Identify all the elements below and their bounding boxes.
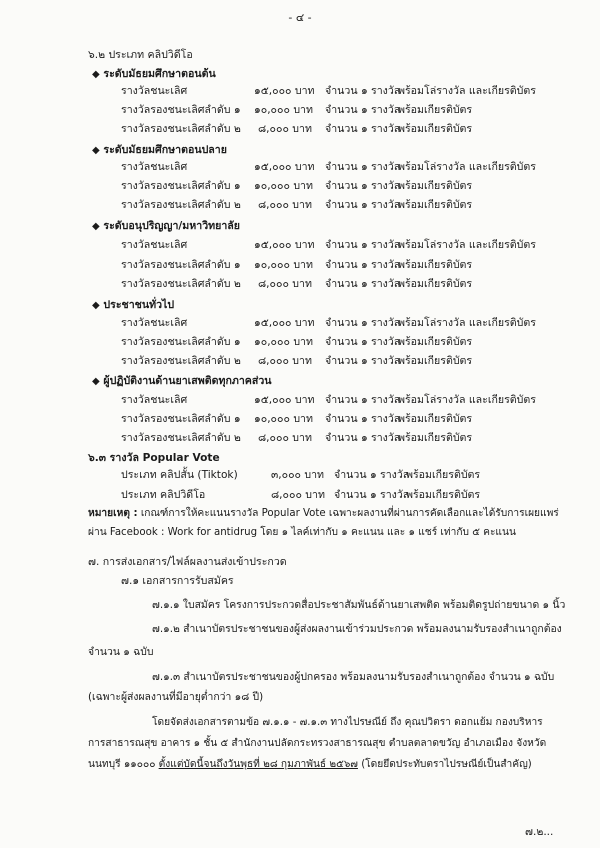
prize-name: รางวัลชนะเลิศ — [121, 161, 188, 173]
prize-count: จำนวน ๑ รางวัล — [325, 180, 401, 192]
diamond-bullet-icon: ◆ — [92, 300, 100, 311]
continuation-marker: ๗.๒... — [525, 826, 554, 838]
prize-amount: ๘,๐๐๐ บาท — [258, 199, 312, 211]
prize-count: จำนวน ๑ รางวัล — [325, 239, 401, 251]
page-number: - ๔ - — [288, 11, 312, 24]
prize-extra: พร้อมเกียรติบัตร — [398, 355, 473, 367]
deadline-text: ตั้งแต่บัดนี้จนถึงวันพุธที่ ๒๘ กุมภาพันธ์ ๒๕๖๗ — [158, 759, 358, 770]
section-heading-7-1: ๗.๑ เอกสารการรับสมัคร — [121, 575, 234, 587]
prize-count: จำนวน ๑ รางวัล — [325, 355, 401, 367]
note-line-2: ผ่าน Facebook : Work for antidrug โดย ๑ ไลค์เท่ากับ ๑ คะแนน และ ๑ แชร์ เท่ากับ ๕ คะแนน — [88, 527, 516, 538]
section-heading-6-2: ๖.๒ ประเภท คลิปวิดีโอ — [88, 49, 193, 61]
prize-extra: พร้อมเกียรติบัตร — [398, 259, 473, 271]
vote-amount: ๘,๐๐๐ บาท — [271, 489, 325, 501]
paragraph-7-1-2-line-1: ๗.๑.๒ สำเนาบัตรประชาชนของผู้ส่งผลงานเข้าร่วมประกวด พร้อมลงนามรับรองสำเนาถูกต้อง — [152, 623, 562, 635]
prize-name: รางวัลรองชนะเลิศลำดับ ๒ — [121, 123, 241, 135]
group-title-text: ระดับมัธยมศึกษาตอนต้น — [103, 68, 216, 80]
prize-name: รางวัลรองชนะเลิศลำดับ ๒ — [121, 432, 241, 444]
paragraph-7-1-1: ๗.๑.๑ ใบสมัคร โครงการประกวดสื่อประชาสัมพันธ์ด้านยาเสพติด พร้อมติดรูปถ่ายขนาด ๑ นิ้ว — [152, 599, 566, 611]
prize-extra: พร้อมเกียรติบัตร — [398, 278, 473, 290]
prize-extra: พร้อมโล่รางวัล และเกียรติบัตร — [398, 317, 536, 329]
prize-name: รางวัลรองชนะเลิศลำดับ ๑ — [121, 259, 241, 271]
paragraph-send-line-1: โดยจัดส่งเอกสารตามข้อ ๗.๑.๑ - ๗.๑.๓ ทางไปรษณีย์ ถึง คุณปวิตรา ดอกแย้ม กองบริหาร — [152, 717, 543, 728]
prize-amount: ๑๕,๐๐๐ บาท — [254, 394, 315, 406]
prize-name: รางวัลรองชนะเลิศลำดับ ๒ — [121, 355, 241, 367]
note-text: เกณฑ์การให้คะแนนรางวัล Popular Vote เฉพาะผลงานที่ผ่านการคัดเลือกและได้รับการเผยแพร่ — [140, 508, 559, 519]
prize-count: จำนวน ๑ รางวัล — [325, 85, 401, 97]
prize-name: รางวัลรองชนะเลิศลำดับ ๑ — [121, 180, 241, 192]
prize-count: จำนวน ๑ รางวัล — [325, 104, 401, 116]
prize-count: จำนวน ๑ รางวัล — [325, 336, 401, 348]
prize-count: จำนวน ๑ รางวัล — [325, 199, 401, 211]
group-title-text: ผู้ปฏิบัติงานด้านยาเสพติดทุกภาคส่วน — [103, 375, 272, 387]
vote-extra: พร้อมเกียรติบัตร — [406, 469, 481, 481]
prize-count: จำนวน ๑ รางวัล — [325, 278, 401, 290]
vote-extra: พร้อมเกียรติบัตร — [406, 489, 481, 501]
prize-name: รางวัลรองชนะเลิศลำดับ ๒ — [121, 199, 241, 211]
prize-amount: ๘,๐๐๐ บาท — [258, 355, 312, 367]
prize-amount: ๑๐,๐๐๐ บาท — [254, 104, 313, 116]
group-title — [92, 219, 240, 234]
prize-name: รางวัลรองชนะเลิศลำดับ ๑ — [121, 413, 241, 425]
prize-extra: พร้อมเกียรติบัตร — [398, 413, 473, 425]
prize-extra: พร้อมโล่รางวัล และเกียรติบัตร — [398, 161, 536, 173]
prize-amount: ๑๕,๐๐๐ บาท — [254, 161, 315, 173]
vote-amount: ๓,๐๐๐ บาท — [271, 469, 325, 481]
prize-count: จำนวน ๑ รางวัล — [325, 317, 401, 329]
paragraph-send-line-2: การสาธารณสุข อาคาร ๑ ชั้น ๕ สำนักงานปลัดกระทรวงสาธารณสุข ตำบลตลาดขวัญ อำเภอเมือง จังหวัด — [88, 738, 547, 749]
prize-amount: ๑๕,๐๐๐ บาท — [254, 239, 315, 251]
prize-extra: พร้อมเกียรติบัตร — [398, 336, 473, 348]
group-title — [92, 143, 227, 158]
section-heading-7: ๗. การส่งเอกสาร/ไฟล์ผลงานส่งเข้าประกวด — [88, 556, 287, 568]
prize-count: จำนวน ๑ รางวัล — [325, 413, 401, 425]
prize-amount: ๑๐,๐๐๐ บาท — [254, 413, 313, 425]
group-title-text: ประชาชนทั่วไป — [103, 299, 175, 311]
prize-count: จำนวน ๑ รางวัล — [325, 432, 401, 444]
prize-name: รางวัลชนะเลิศ — [121, 239, 188, 251]
prize-name: รางวัลชนะเลิศ — [121, 394, 188, 406]
paragraph-7-1-3-line-2: (เฉพาะผู้ส่งผลงานที่มีอายุต่ำกว่า ๑๘ ปี) — [88, 691, 264, 703]
vote-count: จำนวน ๑ รางวัล — [334, 469, 410, 481]
group-title — [92, 67, 216, 82]
paragraph-7-1-2-line-2: จำนวน ๑ ฉบับ — [88, 646, 154, 658]
prize-extra: พร้อมเกียรติบัตร — [398, 180, 473, 192]
prize-amount: ๑๕,๐๐๐ บาท — [254, 85, 315, 97]
note-line-1 — [88, 507, 559, 521]
prize-amount: ๘,๐๐๐ บาท — [258, 123, 312, 135]
prize-extra: พร้อมเกียรติบัตร — [398, 104, 473, 116]
prize-name: รางวัลชนะเลิศ — [121, 85, 188, 97]
group-title — [92, 374, 272, 389]
prize-extra: พร้อมเกียรติบัตร — [398, 199, 473, 211]
prize-extra: พร้อมโล่รางวัล และเกียรติบัตร — [398, 239, 536, 251]
vote-name: ประเภท คลิปสั้น (Tiktok) — [121, 469, 238, 481]
prize-count: จำนวน ๑ รางวัล — [325, 259, 401, 271]
paragraph-send-line-3 — [88, 758, 532, 772]
prize-amount: ๑๕,๐๐๐ บาท — [254, 317, 315, 329]
prize-name: รางวัลรองชนะเลิศลำดับ ๒ — [121, 278, 241, 290]
prize-count: จำนวน ๑ รางวัล — [325, 161, 401, 173]
prize-count: จำนวน ๑ รางวัล — [325, 123, 401, 135]
section-heading-6-3: ๖.๓ รางวัล Popular Vote — [88, 452, 220, 464]
prize-amount: ๑๐,๐๐๐ บาท — [254, 336, 313, 348]
prize-extra: พร้อมเกียรติบัตร — [398, 123, 473, 135]
prize-extra: พร้อมโล่รางวัล และเกียรติบัตร — [398, 85, 536, 97]
prize-amount: ๘,๐๐๐ บาท — [258, 278, 312, 290]
vote-name: ประเภท คลิปวิดีโอ — [121, 489, 206, 501]
diamond-bullet-icon: ◆ — [92, 376, 100, 387]
group-title-text: ระดับอนุปริญญา/มหาวิทยาลัย — [103, 220, 240, 232]
postmark-note: (โดยยึดประทับตราไปรษณีย์เป็นสำคัญ) — [357, 759, 532, 770]
paragraph-7-1-3-line-1: ๗.๑.๓ สำเนาบัตรประชาชนของผู้ปกครอง พร้อมลงนามรับรองสำเนาถูกต้อง จำนวน ๑ ฉบับ — [152, 671, 555, 683]
postal-code-text: นนทบุรี ๑๑๐๐๐ — [88, 759, 159, 770]
group-title-text: ระดับมัธยมศึกษาตอนปลาย — [103, 144, 227, 156]
vote-count: จำนวน ๑ รางวัล — [334, 489, 410, 501]
prize-extra: พร้อมเกียรติบัตร — [398, 432, 473, 444]
prize-amount: ๑๐,๐๐๐ บาท — [254, 180, 313, 192]
diamond-bullet-icon: ◆ — [92, 145, 100, 156]
group-title — [92, 298, 174, 313]
prize-amount: ๑๐,๐๐๐ บาท — [254, 259, 313, 271]
prize-name: รางวัลรองชนะเลิศลำดับ ๑ — [121, 104, 241, 116]
prize-name: รางวัลรองชนะเลิศลำดับ ๑ — [121, 336, 241, 348]
prize-count: จำนวน ๑ รางวัล — [325, 394, 401, 406]
prize-amount: ๘,๐๐๐ บาท — [258, 432, 312, 444]
prize-extra: พร้อมโล่รางวัล และเกียรติบัตร — [398, 394, 536, 406]
prize-name: รางวัลชนะเลิศ — [121, 317, 188, 329]
diamond-bullet-icon: ◆ — [92, 221, 100, 232]
diamond-bullet-icon: ◆ — [92, 69, 100, 80]
note-label: หมายเหตุ : — [88, 508, 138, 519]
